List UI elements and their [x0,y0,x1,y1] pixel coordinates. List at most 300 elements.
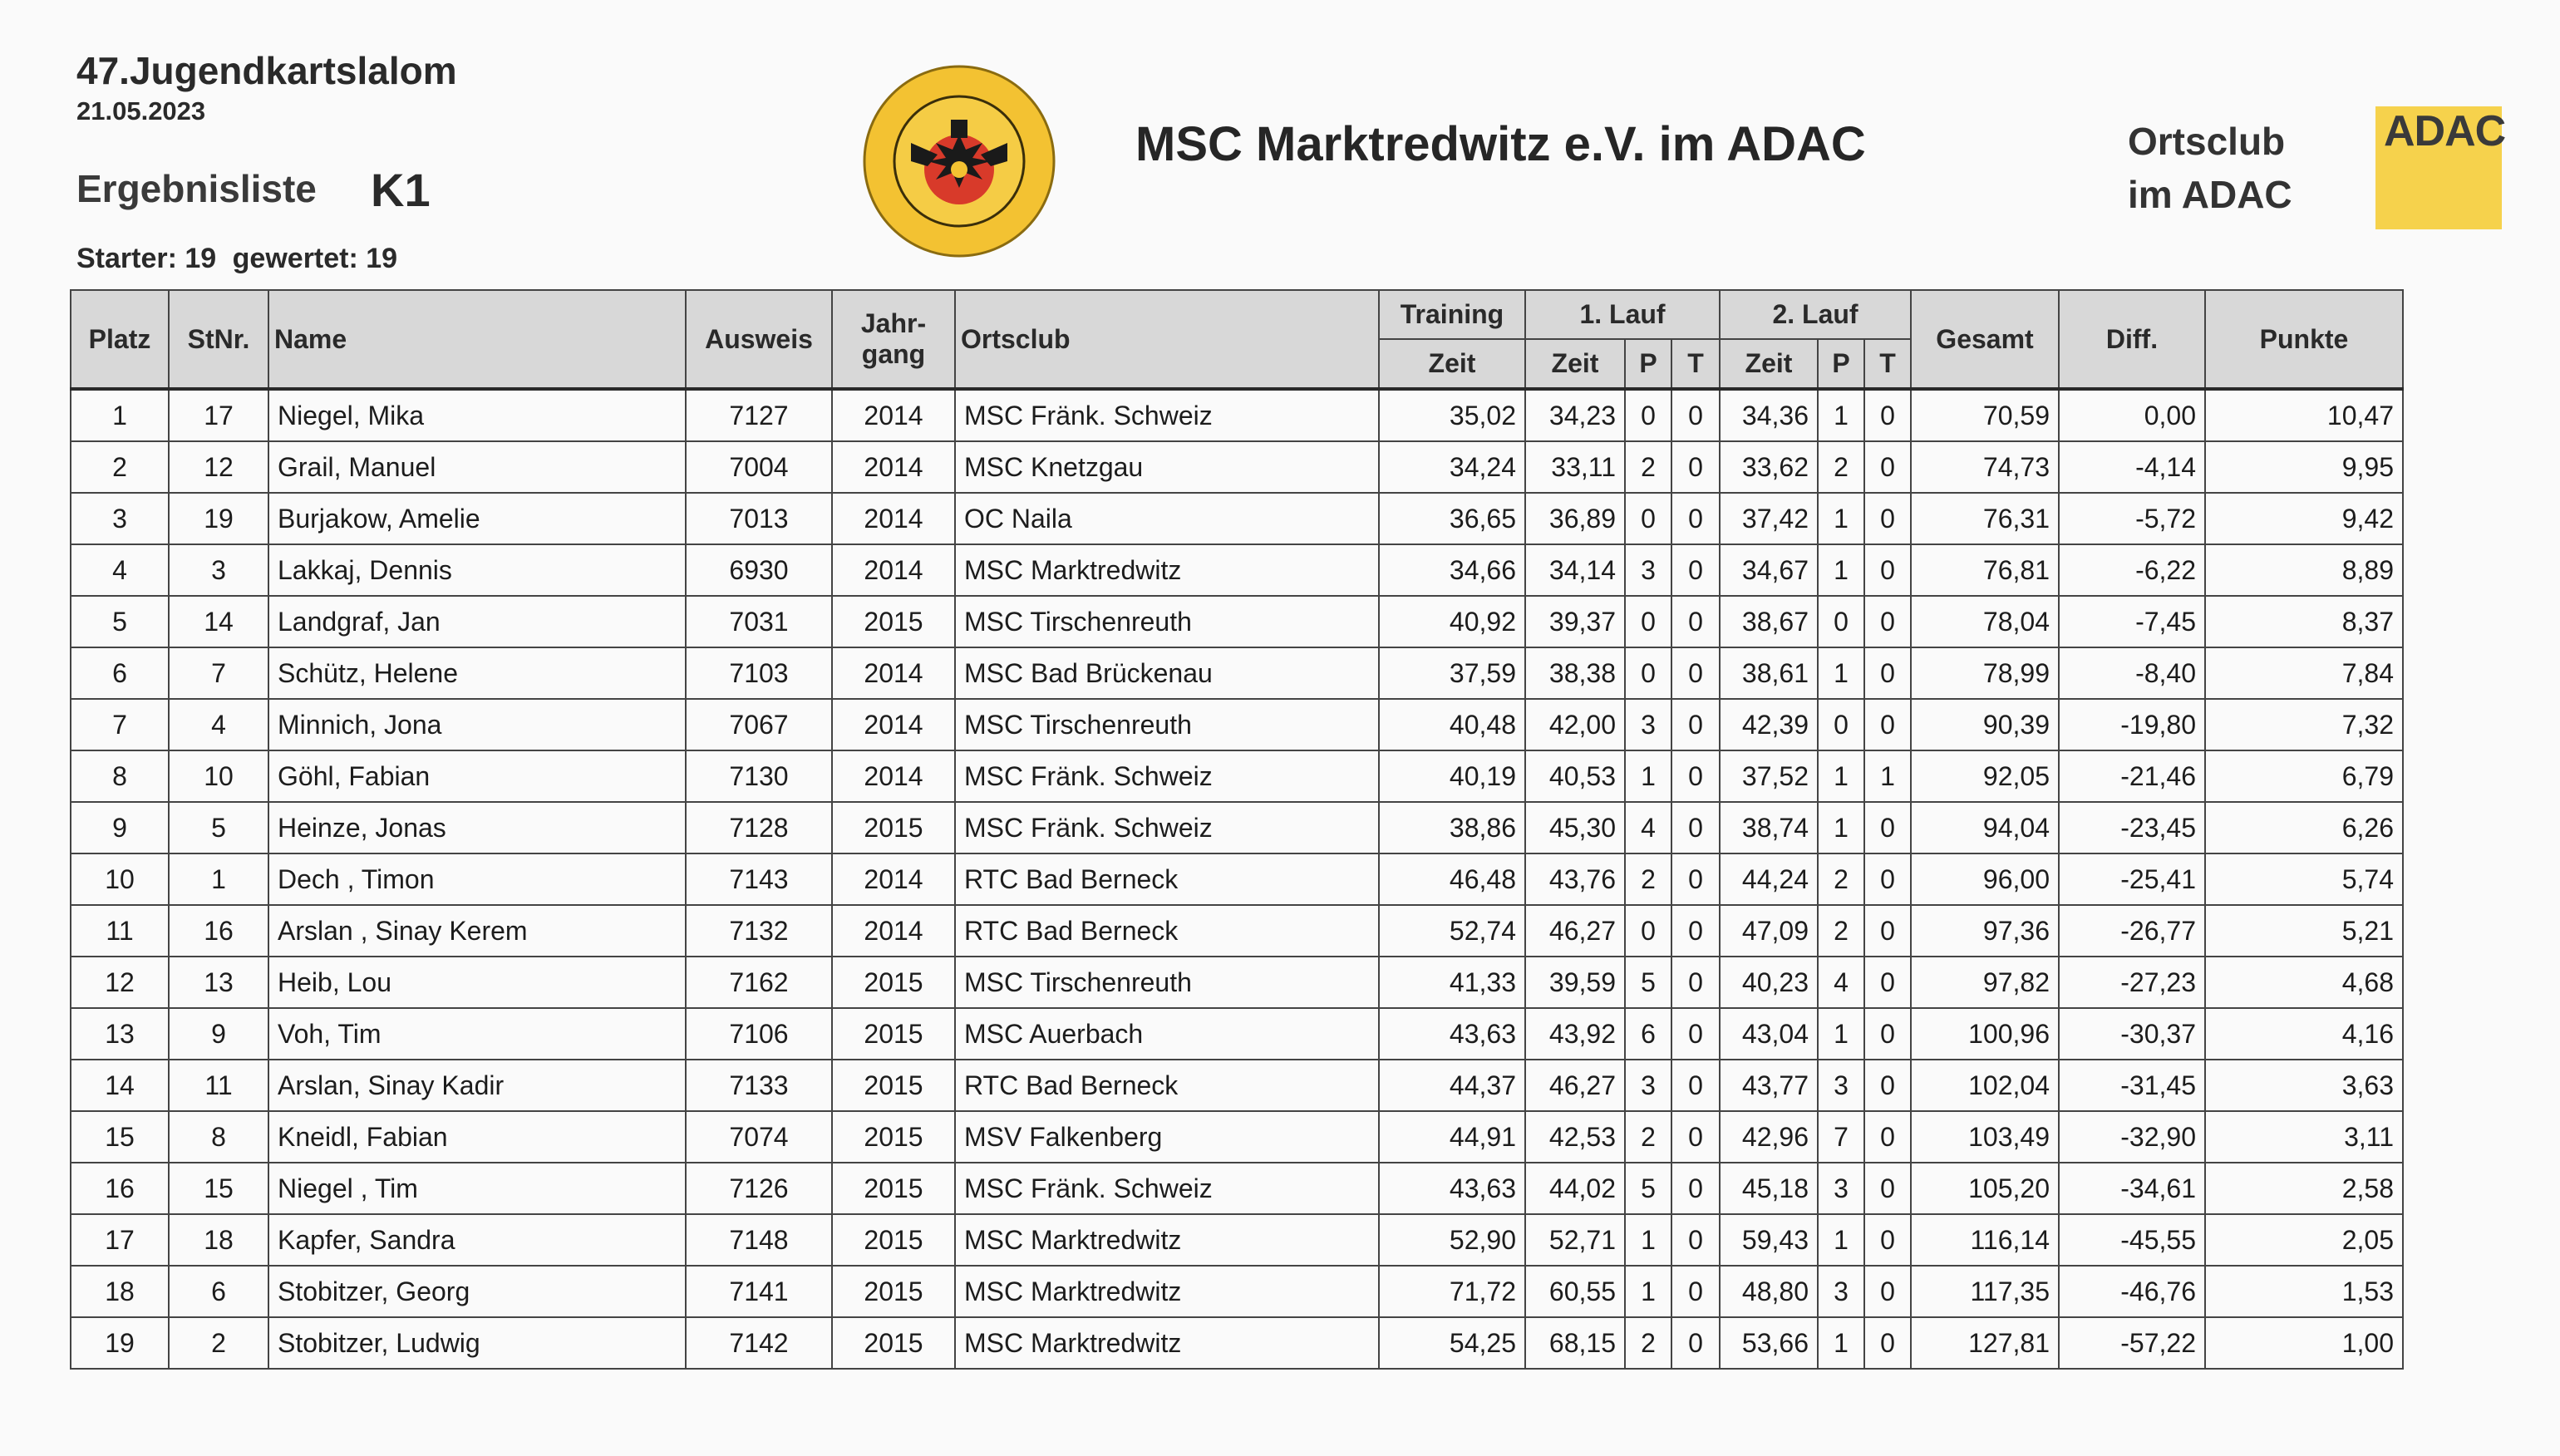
table-row [71,1214,2403,1266]
gesamt-cell: 70,59 [1911,389,2059,441]
lauf2-t-cell: 0 [1864,957,1911,1008]
diff-cell: -21,46 [2059,750,2205,802]
col-header-training: Training [1379,290,1525,339]
platz-cell: 15 [71,1111,169,1163]
lauf1-zeit-cell: 34,14 [1525,544,1625,596]
lauf2-zeit-cell: 43,77 [1720,1060,1818,1111]
lauf2-p-cell: 3 [1818,1266,1864,1317]
lauf2-t-cell: 0 [1864,853,1911,905]
platz-cell: 19 [71,1317,169,1369]
starters-count: Starter: 19 [76,243,217,274]
lauf1-zeit-cell: 43,76 [1525,853,1625,905]
ausweis-cell: 7126 [686,1163,832,1214]
lauf1-t-cell: 0 [1671,1008,1720,1060]
ortsclub-cell: RTC Bad Berneck [955,853,1379,905]
col-header-lauf2: 2. Lauf [1720,290,1911,339]
lauf1-t-cell: 0 [1671,957,1720,1008]
ortsclub-line-1: Ortsclub [2128,120,2286,163]
col-header-ausweis: Ausweis [686,290,832,389]
ausweis-cell: 7074 [686,1111,832,1163]
lauf2-t-cell: 0 [1864,1214,1911,1266]
lauf2-zeit-cell: 45,18 [1720,1163,1818,1214]
lauf2-p-cell: 2 [1818,853,1864,905]
name-cell: Niegel, Mika [268,389,686,441]
lauf1-p-cell: 1 [1625,1266,1671,1317]
training-zeit-cell: 46,48 [1379,853,1525,905]
lauf2-t-cell: 0 [1864,493,1911,544]
ortsclub-cell: RTC Bad Berneck [955,1060,1379,1111]
lauf2-zeit-cell: 42,96 [1720,1111,1818,1163]
ortsclub-cell: MSC Marktredwitz [955,1214,1379,1266]
table-row [71,957,2403,1008]
name-cell: Kapfer, Sandra [268,1214,686,1266]
diff-cell: -57,22 [2059,1317,2205,1369]
platz-cell: 2 [71,441,169,493]
lauf2-p-cell: 1 [1818,493,1864,544]
stnr-cell: 16 [169,905,268,957]
jahrgang-cell: 2015 [832,1060,955,1111]
table-row [71,905,2403,957]
table-row [71,1266,2403,1317]
ortsclub-cell: MSC Auerbach [955,1008,1379,1060]
lauf1-t-cell: 0 [1671,647,1720,699]
col-header-name: Name [268,290,686,389]
name-cell: Voh, Tim [268,1008,686,1060]
col-header-gesamt: Gesamt [1911,290,2059,389]
ausweis-cell: 7130 [686,750,832,802]
lauf1-zeit-cell: 46,27 [1525,905,1625,957]
ortsclub-cell: MSV Falkenberg [955,1111,1379,1163]
lauf2-p-cell: 1 [1818,750,1864,802]
rated-count: gewertet: 19 [232,243,398,274]
punkte-cell: 5,21 [2205,905,2403,957]
lauf1-p-cell: 3 [1625,544,1671,596]
gesamt-cell: 96,00 [1911,853,2059,905]
ortsclub-cell: MSC Fränk. Schweiz [955,802,1379,853]
platz-cell: 4 [71,544,169,596]
lauf2-p-cell: 3 [1818,1163,1864,1214]
lauf1-zeit-cell: 52,71 [1525,1214,1625,1266]
stnr-cell: 7 [169,647,268,699]
jahrgang-cell: 2015 [832,802,955,853]
lauf1-t-cell: 0 [1671,1163,1720,1214]
name-cell: Burjakow, Amelie [268,493,686,544]
table-row [71,699,2403,750]
stnr-cell: 6 [169,1266,268,1317]
lauf2-p-cell: 2 [1818,905,1864,957]
col-header-platz: Platz [71,290,169,389]
name-cell: Lakkaj, Dennis [268,544,686,596]
gesamt-cell: 97,36 [1911,905,2059,957]
diff-cell: -6,22 [2059,544,2205,596]
punkte-cell: 5,74 [2205,853,2403,905]
ausweis-cell: 7127 [686,389,832,441]
lauf2-t-cell: 0 [1864,802,1911,853]
diff-cell: -34,61 [2059,1163,2205,1214]
lauf2-p-cell: 7 [1818,1111,1864,1163]
lauf2-p-cell: 1 [1818,544,1864,596]
lauf2-zeit-cell: 40,23 [1720,957,1818,1008]
stnr-cell: 14 [169,596,268,647]
diff-cell: -25,41 [2059,853,2205,905]
lauf2-zeit-cell: 44,24 [1720,853,1818,905]
platz-cell: 3 [71,493,169,544]
lauf2-t-cell: 0 [1864,1317,1911,1369]
jahrgang-cell: 2015 [832,596,955,647]
ausweis-cell: 7132 [686,905,832,957]
lauf2-t-cell: 0 [1864,1060,1911,1111]
lauf1-p-cell: 1 [1625,750,1671,802]
name-cell: Heinze, Jonas [268,802,686,853]
jahrgang-cell: 2014 [832,750,955,802]
lauf2-zeit-cell: 43,04 [1720,1008,1818,1060]
lauf1-t-cell: 0 [1671,699,1720,750]
diff-cell: -4,14 [2059,441,2205,493]
table-row [71,596,2403,647]
platz-cell: 14 [71,1060,169,1111]
gesamt-cell: 97,82 [1911,957,2059,1008]
lauf1-p-cell: 3 [1625,1060,1671,1111]
jahrgang-cell: 2015 [832,957,955,1008]
gesamt-cell: 94,04 [1911,802,2059,853]
gesamt-cell: 100,96 [1911,1008,2059,1060]
name-cell: Arslan, Sinay Kadir [268,1060,686,1111]
platz-cell: 1 [71,389,169,441]
jahrgang-cell: 2014 [832,853,955,905]
jahrgang-cell: 2014 [832,389,955,441]
diff-cell: 0,00 [2059,389,2205,441]
stnr-cell: 4 [169,699,268,750]
lauf1-p-cell: 2 [1625,1317,1671,1369]
lauf2-p-cell: 4 [1818,957,1864,1008]
lauf2-t-cell: 0 [1864,647,1911,699]
punkte-cell: 4,16 [2205,1008,2403,1060]
lauf1-t-cell: 0 [1671,1060,1720,1111]
lauf2-zeit-cell: 47,09 [1720,905,1818,957]
lauf2-t-cell: 0 [1864,544,1911,596]
training-zeit-cell: 41,33 [1379,957,1525,1008]
adac-logo-text: ADAC [2384,107,2506,155]
diff-cell: -27,23 [2059,957,2205,1008]
col-header-lauf2-p: P [1818,339,1864,389]
training-zeit-cell: 43,63 [1379,1008,1525,1060]
lauf1-zeit-cell: 42,53 [1525,1111,1625,1163]
lauf1-p-cell: 6 [1625,1008,1671,1060]
ausweis-cell: 7004 [686,441,832,493]
lauf2-zeit-cell: 38,67 [1720,596,1818,647]
col-header-lauf2-zeit: Zeit [1720,339,1818,389]
diff-cell: -46,76 [2059,1266,2205,1317]
punkte-cell: 2,05 [2205,1214,2403,1266]
training-zeit-cell: 44,37 [1379,1060,1525,1111]
diff-cell: -45,55 [2059,1214,2205,1266]
col-header-jahrgang-line-1: Jahr- [860,308,927,338]
lauf2-p-cell: 1 [1818,647,1864,699]
name-cell: Heib, Lou [268,957,686,1008]
lauf2-zeit-cell: 38,61 [1720,647,1818,699]
lauf1-t-cell: 0 [1671,802,1720,853]
gesamt-cell: 74,73 [1911,441,2059,493]
jahrgang-cell: 2014 [832,544,955,596]
table-row [71,389,2403,441]
jahrgang-cell: 2014 [832,905,955,957]
platz-cell: 11 [71,905,169,957]
training-zeit-cell: 38,86 [1379,802,1525,853]
lauf1-t-cell: 0 [1671,493,1720,544]
lauf2-zeit-cell: 42,39 [1720,699,1818,750]
lauf1-zeit-cell: 46,27 [1525,1060,1625,1111]
lauf1-zeit-cell: 40,53 [1525,750,1625,802]
lauf1-t-cell: 0 [1671,853,1720,905]
stnr-cell: 9 [169,1008,268,1060]
lauf1-zeit-cell: 44,02 [1525,1163,1625,1214]
lauf2-p-cell: 1 [1818,389,1864,441]
table-row [71,1008,2403,1060]
list-title: Ergebnisliste [76,167,317,210]
lauf1-zeit-cell: 68,15 [1525,1317,1625,1369]
stnr-cell: 12 [169,441,268,493]
gesamt-cell: 78,04 [1911,596,2059,647]
punkte-cell: 10,47 [2205,389,2403,441]
ortsclub-cell: MSC Tirschenreuth [955,699,1379,750]
lauf2-zeit-cell: 33,62 [1720,441,1818,493]
table-row [71,802,2403,853]
name-cell: Dech , Timon [268,853,686,905]
ortsclub-cell: MSC Fränk. Schweiz [955,750,1379,802]
table-row [71,1317,2403,1369]
diff-cell: -23,45 [2059,802,2205,853]
stnr-cell: 5 [169,802,268,853]
ausweis-cell: 7067 [686,699,832,750]
training-zeit-cell: 37,59 [1379,647,1525,699]
ortsclub-cell: MSC Fränk. Schweiz [955,389,1379,441]
punkte-cell: 1,53 [2205,1266,2403,1317]
platz-cell: 6 [71,647,169,699]
punkte-cell: 8,37 [2205,596,2403,647]
col-header-lauf1-zeit: Zeit [1525,339,1625,389]
lauf1-zeit-cell: 43,92 [1525,1008,1625,1060]
lauf2-zeit-cell: 38,74 [1720,802,1818,853]
ausweis-cell: 7013 [686,493,832,544]
lauf2-t-cell: 0 [1864,1111,1911,1163]
diff-cell: -26,77 [2059,905,2205,957]
jahrgang-cell: 2015 [832,1008,955,1060]
diff-cell: -7,45 [2059,596,2205,647]
jahrgang-cell: 2014 [832,441,955,493]
training-zeit-cell: 34,24 [1379,441,1525,493]
name-cell: Schütz, Helene [268,647,686,699]
ortsclub-label [2128,115,2292,221]
stnr-cell: 11 [169,1060,268,1111]
lauf1-zeit-cell: 60,55 [1525,1266,1625,1317]
stnr-cell: 13 [169,957,268,1008]
ortsclub-cell: MSC Bad Brückenau [955,647,1379,699]
ausweis-cell: 7148 [686,1214,832,1266]
starter-counts [76,243,406,275]
lauf1-p-cell: 5 [1625,957,1671,1008]
lauf2-t-cell: 0 [1864,441,1911,493]
gesamt-cell: 102,04 [1911,1060,2059,1111]
ausweis-cell: 7141 [686,1266,832,1317]
training-zeit-cell: 52,90 [1379,1214,1525,1266]
ortsclub-cell: MSC Fränk. Schweiz [955,1163,1379,1214]
col-header-lauf1-p: P [1625,339,1671,389]
lauf1-t-cell: 0 [1671,596,1720,647]
jahrgang-cell: 2015 [832,1266,955,1317]
punkte-cell: 6,26 [2205,802,2403,853]
punkte-cell: 6,79 [2205,750,2403,802]
lauf2-zeit-cell: 37,42 [1720,493,1818,544]
table-row [71,1060,2403,1111]
lauf1-zeit-cell: 42,00 [1525,699,1625,750]
class-label: K1 [371,164,431,216]
lauf1-p-cell: 3 [1625,699,1671,750]
platz-cell: 8 [71,750,169,802]
lauf1-t-cell: 0 [1671,441,1720,493]
ortsclub-cell: RTC Bad Berneck [955,905,1379,957]
lauf1-zeit-cell: 39,59 [1525,957,1625,1008]
col-header-lauf2-t: T [1864,339,1911,389]
punkte-cell: 3,63 [2205,1060,2403,1111]
training-zeit-cell: 40,19 [1379,750,1525,802]
lauf2-zeit-cell: 59,43 [1720,1214,1818,1266]
lauf2-zeit-cell: 34,36 [1720,389,1818,441]
table-row [71,750,2403,802]
lauf2-p-cell: 1 [1818,1317,1864,1369]
lauf2-t-cell: 0 [1864,596,1911,647]
name-cell: Grail, Manuel [268,441,686,493]
gesamt-cell: 90,39 [1911,699,2059,750]
training-zeit-cell: 40,92 [1379,596,1525,647]
gesamt-cell: 105,20 [1911,1163,2059,1214]
ausweis-cell: 7142 [686,1317,832,1369]
lauf1-zeit-cell: 33,11 [1525,441,1625,493]
gesamt-cell: 76,81 [1911,544,2059,596]
platz-cell: 9 [71,802,169,853]
lauf2-t-cell: 0 [1864,389,1911,441]
gesamt-cell: 76,31 [1911,493,2059,544]
lauf1-p-cell: 0 [1625,647,1671,699]
table-row [71,544,2403,596]
platz-cell: 5 [71,596,169,647]
diff-cell: -19,80 [2059,699,2205,750]
platz-cell: 7 [71,699,169,750]
stnr-cell: 3 [169,544,268,596]
gesamt-cell: 92,05 [1911,750,2059,802]
punkte-cell: 2,58 [2205,1163,2403,1214]
lauf2-zeit-cell: 37,52 [1720,750,1818,802]
ausweis-cell: 7143 [686,853,832,905]
stnr-cell: 10 [169,750,268,802]
results-body [71,389,2403,1369]
lauf2-p-cell: 1 [1818,1214,1864,1266]
stnr-cell: 19 [169,493,268,544]
punkte-cell: 7,32 [2205,699,2403,750]
name-cell: Landgraf, Jan [268,596,686,647]
lauf1-p-cell: 2 [1625,441,1671,493]
lauf2-p-cell: 0 [1818,596,1864,647]
training-zeit-cell: 35,02 [1379,389,1525,441]
lauf1-p-cell: 2 [1625,853,1671,905]
ortsclub-cell: MSC Marktredwitz [955,1317,1379,1369]
training-zeit-cell: 43,63 [1379,1163,1525,1214]
gesamt-cell: 103,49 [1911,1111,2059,1163]
name-cell: Stobitzer, Georg [268,1266,686,1317]
name-cell: Arslan , Sinay Kerem [268,905,686,957]
col-header-punkte: Punkte [2205,290,2403,389]
lauf1-t-cell: 0 [1671,544,1720,596]
jahrgang-cell: 2014 [832,493,955,544]
stnr-cell: 18 [169,1214,268,1266]
table-row [71,853,2403,905]
ausweis-cell: 6930 [686,544,832,596]
lauf1-p-cell: 0 [1625,905,1671,957]
training-zeit-cell: 40,48 [1379,699,1525,750]
jahrgang-cell: 2015 [832,1111,955,1163]
lauf1-t-cell: 0 [1671,389,1720,441]
platz-cell: 18 [71,1266,169,1317]
stnr-cell: 8 [169,1111,268,1163]
diff-cell: -8,40 [2059,647,2205,699]
training-zeit-cell: 71,72 [1379,1266,1525,1317]
results-table [70,289,2404,1370]
table-row [71,441,2403,493]
gesamt-cell: 116,14 [1911,1214,2059,1266]
training-zeit-cell: 44,91 [1379,1111,1525,1163]
diff-cell: -32,90 [2059,1111,2205,1163]
punkte-cell: 8,89 [2205,544,2403,596]
lauf1-p-cell: 5 [1625,1163,1671,1214]
name-cell: Minnich, Jona [268,699,686,750]
training-zeit-cell: 54,25 [1379,1317,1525,1369]
lauf2-p-cell: 2 [1818,441,1864,493]
lauf1-p-cell: 4 [1625,802,1671,853]
lauf1-p-cell: 0 [1625,596,1671,647]
table-row [71,1111,2403,1163]
event-title: 47.Jugendkartslalom [76,49,457,92]
lauf1-zeit-cell: 36,89 [1525,493,1625,544]
punkte-cell: 3,11 [2205,1111,2403,1163]
punkte-cell: 9,42 [2205,493,2403,544]
adac-logo [2375,106,2506,229]
lauf2-zeit-cell: 34,67 [1720,544,1818,596]
lauf2-t-cell: 0 [1864,1266,1911,1317]
table-row [71,1163,2403,1214]
ortsclub-cell: MSC Knetzgau [955,441,1379,493]
punkte-cell: 7,84 [2205,647,2403,699]
lauf2-t-cell: 0 [1864,905,1911,957]
training-zeit-cell: 36,65 [1379,493,1525,544]
ortsclub-cell: MSC Marktredwitz [955,1266,1379,1317]
stnr-cell: 1 [169,853,268,905]
lauf1-t-cell: 0 [1671,750,1720,802]
platz-cell: 10 [71,853,169,905]
diff-cell: -30,37 [2059,1008,2205,1060]
name-cell: Niegel , Tim [268,1163,686,1214]
platz-cell: 17 [71,1214,169,1266]
ausweis-cell: 7133 [686,1060,832,1111]
ortsclub-cell: MSC Marktredwitz [955,544,1379,596]
punkte-cell: 4,68 [2205,957,2403,1008]
lauf1-p-cell: 0 [1625,493,1671,544]
punkte-cell: 1,00 [2205,1317,2403,1369]
platz-cell: 13 [71,1008,169,1060]
table-row [71,493,2403,544]
diff-cell: -31,45 [2059,1060,2205,1111]
name-cell: Göhl, Fabian [268,750,686,802]
lauf2-t-cell: 0 [1864,1163,1911,1214]
lauf1-t-cell: 0 [1671,1317,1720,1369]
